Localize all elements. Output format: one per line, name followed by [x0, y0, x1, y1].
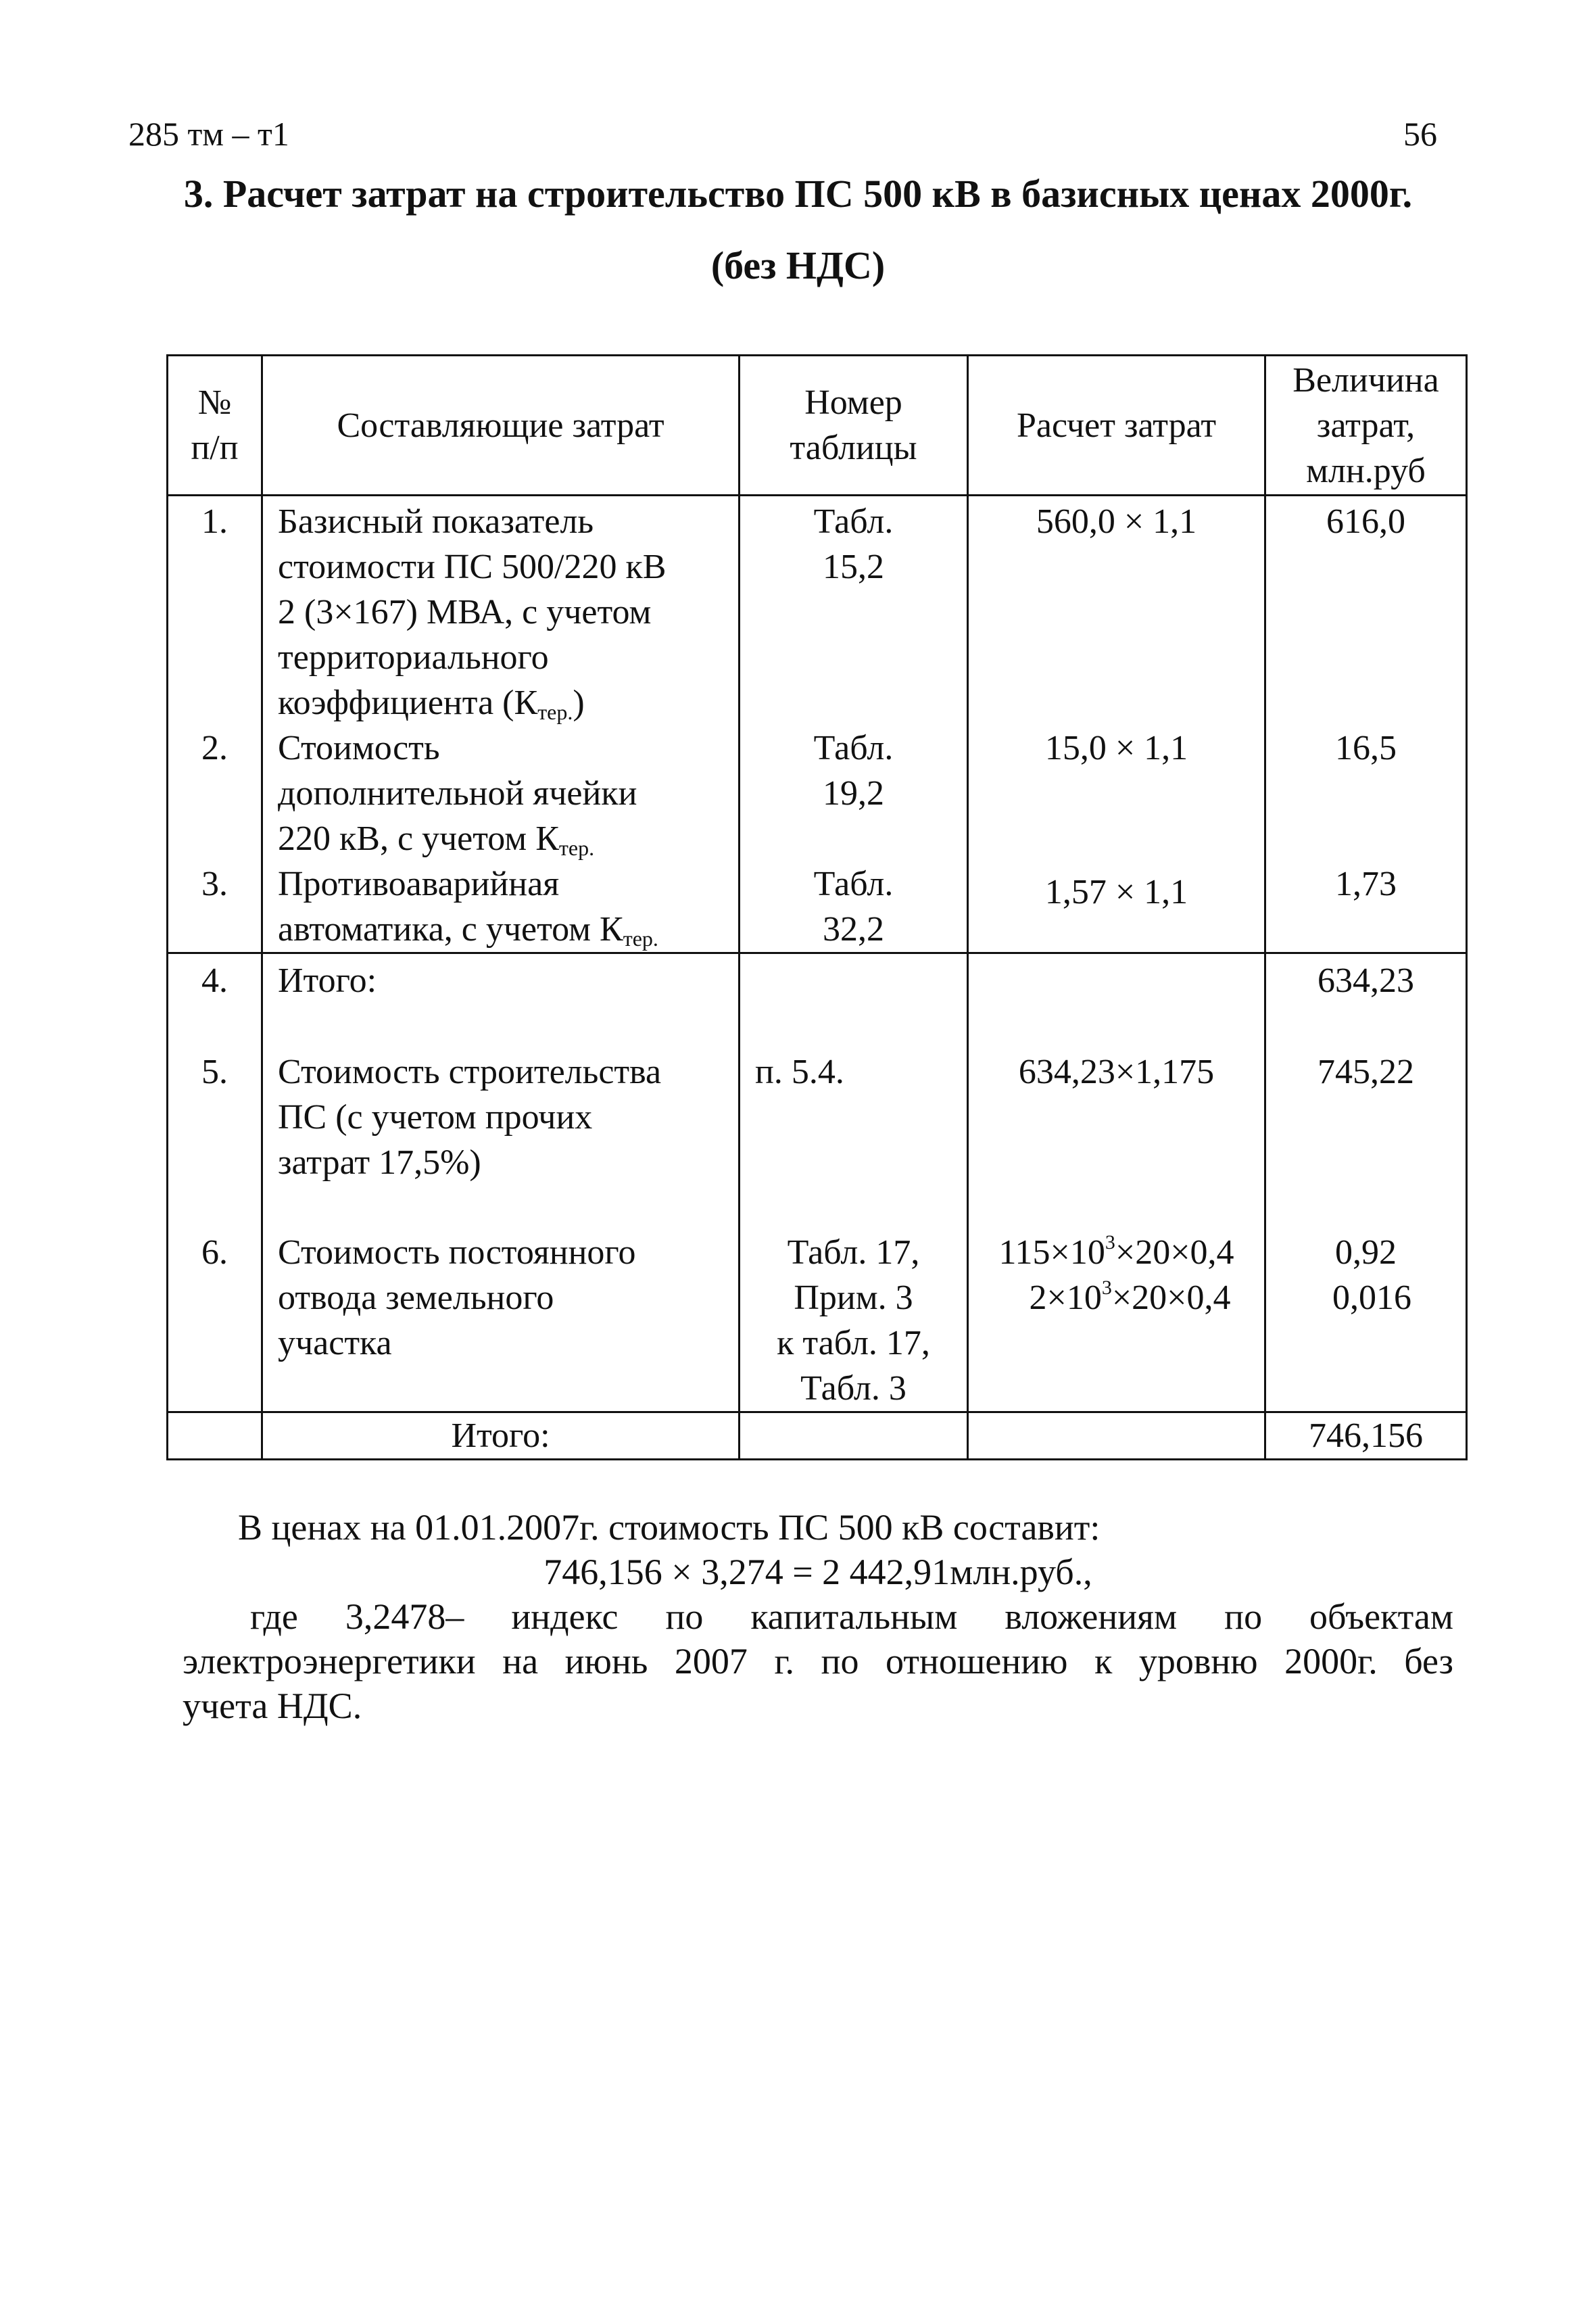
- row-table-ref: Табл. 19,2: [740, 725, 968, 861]
- total-calc: [968, 1412, 1265, 1460]
- table-row: [168, 1003, 1467, 1185]
- header-num: № п/п: [168, 356, 262, 496]
- row-component: Базисный показатель стоимости ПС 500/220 кВ 2 (3×167) МВА, с учетом территориального коэффициента $(К_{тер.})$: [262, 496, 740, 726]
- table-row: [168, 861, 1467, 953]
- row-value: 1,73: [1265, 861, 1467, 953]
- header-table-ref: Номер таблицы: [740, 356, 968, 496]
- row-component: Противоаварийная автоматика, с учетом $К_{тер.}$: [262, 861, 740, 953]
- total-table-ref: [740, 1412, 968, 1460]
- conclusion-line-4: электроэнергетики на июнь 2007 г. по отношению к уровню 2000г. без: [183, 1641, 1453, 1681]
- row-num: 2.: [168, 725, 262, 861]
- row-num: 3.: [168, 861, 262, 953]
- row-component: Стоимость дополнительной ячейки 220 кВ, с учетом $К_{тер.}$: [262, 725, 740, 861]
- conclusion-formula: 746,156 × 3,274 = 2 442,91млн.руб.,: [543, 1552, 1092, 1592]
- row-table-ref: Табл. 17, Прим. 3 к табл. 17, Табл. 3: [740, 1185, 968, 1412]
- conclusion-line-5: учета НДС.: [183, 1686, 362, 1726]
- row-component: Стоимость строительства ПС (с учетом прочих затрат 17,5%): [262, 1003, 740, 1185]
- row-table-ref: Табл. 32,2: [740, 861, 968, 953]
- row-calc: [968, 953, 1265, 1004]
- table-total-row: [168, 1412, 1467, 1460]
- header-value: Величина затрат, млн.руб: [1265, 356, 1467, 496]
- section-subtitle: (без НДС): [710, 243, 886, 287]
- table-row: [168, 1185, 1467, 1412]
- row-num: 5.: [168, 1003, 262, 1185]
- row-calc: 1,57 × 1,1: [968, 861, 1265, 953]
- total-num: [168, 1412, 262, 1460]
- conclusion-line-1: В ценах на 01.01.2007г. стоимость ПС 500 кВ составит:: [238, 1507, 1101, 1548]
- row-table-ref: Табл. 15,2: [740, 496, 968, 726]
- cost-table: [166, 354, 1468, 1460]
- row-table-ref: п. 5.4.: [740, 1003, 968, 1185]
- header-calc: Расчет затрат: [968, 356, 1265, 496]
- page-number: 56: [1403, 115, 1437, 153]
- row-calc: 15,0 × 1,1: [968, 725, 1265, 861]
- section-title: 3. Расчет затрат на строительство ПС 500 кВ в базисных ценах 2000г.: [183, 172, 1413, 216]
- row-calc: 560,0 × 1,1: [968, 496, 1265, 726]
- row-component: Итого:: [262, 953, 740, 1004]
- row-num: 4.: [168, 953, 262, 1004]
- total-value: 746,156: [1265, 1412, 1467, 1460]
- row-calc: $115\times 10^3\times 20\times 0,4$ $2\times 10^3\times 20\times 0,4$: [968, 1185, 1265, 1412]
- table-row: [168, 496, 1467, 726]
- row-table-ref: [740, 953, 968, 1004]
- row-value: 0,92 0,016: [1265, 1185, 1467, 1412]
- row-value: 634,23: [1265, 953, 1467, 1004]
- row-component: Стоимость постоянного отвода земельного участка: [262, 1185, 740, 1412]
- conclusion-text: [183, 1505, 1453, 1728]
- row-num: 1.: [168, 496, 262, 726]
- document-code: 285 тм – т1: [128, 115, 289, 153]
- row-calc: 634,23×1,175: [968, 1003, 1265, 1185]
- row-value: 16,5: [1265, 725, 1467, 861]
- total-label: Итого:: [262, 1412, 740, 1460]
- table-row: [168, 953, 1467, 1004]
- row-value: 745,22: [1265, 1003, 1467, 1185]
- conclusion-line-3: где 3,2478– индекс по капитальным вложениям по объектам: [250, 1596, 1453, 1637]
- row-value: 616,0: [1265, 496, 1467, 726]
- row-num: 6.: [168, 1185, 262, 1412]
- table-row: [168, 725, 1467, 861]
- header-component: Составляющие затрат: [262, 356, 740, 496]
- table-header-row: [168, 356, 1467, 496]
